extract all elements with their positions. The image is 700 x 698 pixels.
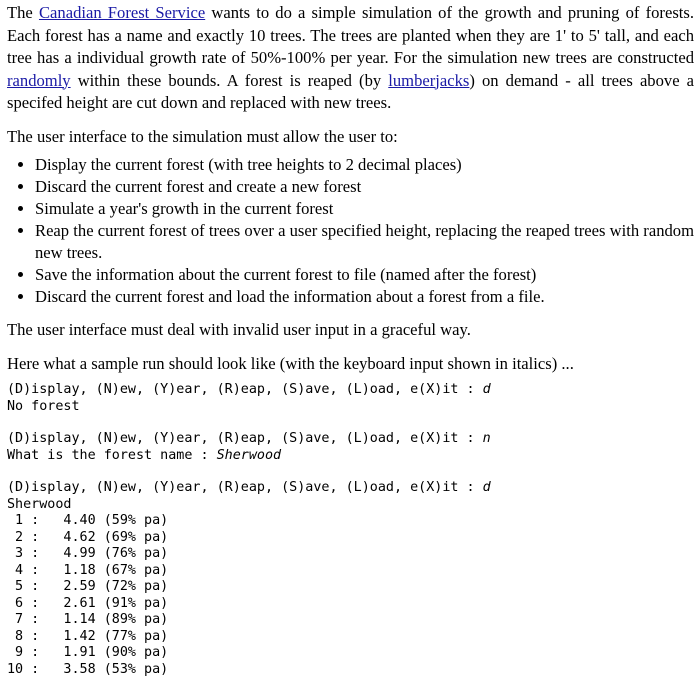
intro-paragraph xyxy=(7,2,694,115)
requirement-reap: • Reap the current forest of trees over a user specified height, replacing the reaped trees with random new trees. xyxy=(35,220,694,264)
tree-row: 3 : 4.99 (76% pa) xyxy=(7,546,169,561)
sample-run-new xyxy=(7,431,694,464)
requirement-save: • Save the information about the current forest to file (named after the forest) xyxy=(35,264,694,286)
sample-run-display-forest xyxy=(7,480,694,678)
canadian-forest-service-link[interactable]: Canadian Forest Service xyxy=(38,3,206,22)
tree-row: 7 : 1.14 (89% pa) xyxy=(7,612,169,627)
intro-text-2: wants to do a simple simulation of the growth and pruning of forests. Each forest has a name and exactly 10 trees. The trees are planted when they are 1' to 5' tall, and each tree has a individual growth rate of 50%-100% per year. For the simulation new trees are constructed xyxy=(7,3,695,67)
requirement-new: • Discard the current forest and create a new forest xyxy=(35,176,694,198)
intro-text-1: The xyxy=(7,3,39,22)
tree-row: 9 : 1.91 (90% pa) xyxy=(7,645,169,660)
requirements-list xyxy=(7,154,694,308)
tree-row: 10 : 3.58 (53% pa) xyxy=(7,661,169,677)
user-input-forest-name: Sherwood xyxy=(216,447,282,463)
no-forest-output: No forest xyxy=(7,398,80,414)
intro-text-3: within these bounds. A forest is reaped (by xyxy=(70,70,389,90)
intro-text-4: ) on demand - all trees above a specifed height are cut down and replaced with new trees. xyxy=(7,70,695,112)
tree-row: 8 : 1.42 (77% pa) xyxy=(7,628,169,644)
tree-row: 5 : 2.59 (72% pa) xyxy=(7,579,169,594)
user-input-n: n xyxy=(482,431,491,446)
sample-run-intro: Here what a sample run should look like (with the keyboard input shown in italics) ... xyxy=(7,353,574,373)
requirement-display: • Display the current forest (with tree heights to 2 decimal places) xyxy=(35,154,694,176)
tree-row: 4 : 1.18 (67% pa) xyxy=(7,562,169,578)
tree-row: 6 : 2.61 (91% pa) xyxy=(7,595,169,611)
ui-heading: The user interface to the simulation must allow the user to: xyxy=(7,126,398,146)
menu-prompt-line: (D)isplay, (N)ew, (Y)ear, (R)eap, (S)ave, (L)oad, e(X)it : n xyxy=(7,431,491,446)
requirement-load: • Discard the current forest and load the information about a forest from a file. xyxy=(35,286,694,308)
menu-prompt-line: (D)isplay, (N)ew, (Y)ear, (R)eap, (S)ave, (L)oad, e(X)it : d xyxy=(7,382,491,397)
forest-name-prompt-line: What is the forest name : Sherwood xyxy=(7,447,282,463)
randomly-link[interactable]: randomly xyxy=(7,70,71,90)
lumberjacks-link[interactable]: lumberjacks xyxy=(388,70,470,90)
forest-name-output: Sherwood xyxy=(7,496,72,512)
sample-run-display-empty xyxy=(7,382,694,415)
menu-prompt-line: (D)isplay, (N)ew, (Y)ear, (R)eap, (S)ave, (L)oad, e(X)it : d xyxy=(7,480,491,495)
user-input-d: d xyxy=(482,480,491,495)
user-input-d: d xyxy=(482,382,491,397)
tree-row: 2 : 4.62 (69% pa) xyxy=(7,529,169,545)
invalid-input-note: The user interface must deal with invalid user input in a graceful way. xyxy=(7,320,471,339)
requirement-year: • Simulate a year's growth in the current forest xyxy=(35,198,694,220)
tree-row: 1 : 4.40 (59% pa) xyxy=(7,513,169,528)
